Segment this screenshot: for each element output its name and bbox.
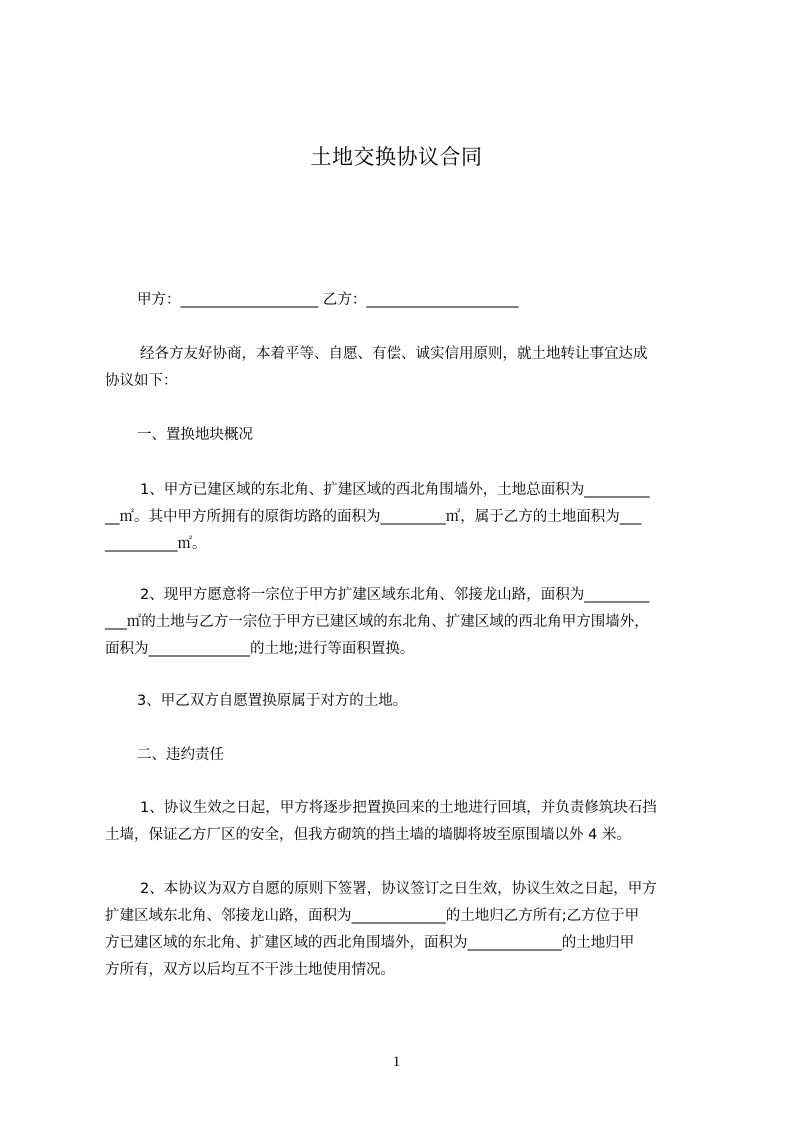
section-1-item-2-line-1: 2、现甲方愿意将一宗位于甲方扩建区域东北角、邻接龙山路，面积为_________ — [140, 587, 650, 603]
section-1-item-3: 3、甲乙双方自愿置换原属于对方的土地。 — [137, 693, 408, 709]
section-1-item-1-line-3: __________㎡。 — [105, 536, 207, 552]
document-title: 土地交换协议合同 — [310, 145, 483, 169]
page-number: 1 — [392, 1054, 401, 1070]
section-2-item-2-line-2: 扩建区域东北角、邻接龙山路，面积为_____________的土地归乙方所有;乙方位于甲 — [105, 908, 640, 924]
section-1-item-1-line-2: __㎡。其中甲方所拥有的原街坊路的面积为_________㎡，属于乙方的土地面积为___ — [105, 509, 642, 525]
section-1-item-2-line-2: ___㎡的土地与乙方一宗位于甲方已建区域的东北角、扩建区域的西北角甲方围墙外， — [105, 614, 649, 630]
section-2-item-2-line-4: 方所有，双方以后均互不干涉土地使用情况。 — [105, 962, 395, 978]
section-2-item-1-line-1: 1、协议生效之日起，甲方将逐步把置换回来的土地进行回填，并负责修筑块石挡 — [140, 800, 657, 816]
section-1-item-2-line-3: 面积为______________的土地;进行等面积置换。 — [105, 641, 415, 657]
section-1-item-1-line-1: 1、甲方已建区域的东北角、扩建区域的西北角围墙外，土地总面积为_________ — [140, 482, 650, 498]
parties-line: 甲方：___________________ 乙方：_____________________ — [137, 292, 519, 308]
intro-line-1: 经各方友好协商，本着平等、自愿、有偿、诚实信用原则，就土地转让事宜达成 — [140, 346, 648, 362]
section-2-item-2-line-3: 方已建区域的东北角、扩建区域的西北角围墙外，面积为_____________的土地归甲 — [105, 935, 635, 951]
intro-line-2: 协议如下： — [105, 373, 178, 389]
section-2-item-2-line-1: 2、本协议为双方自愿的原则下签署，协议签订之日生效，协议生效之日起，甲方 — [140, 881, 657, 897]
section-2-heading: 二、违约责任 — [137, 747, 224, 763]
section-1-heading: 一、置换地块概况 — [137, 427, 253, 443]
section-2-item-1-line-2: 土墙，保证乙方厂区的安全，但我方砌筑的挡土墙的墙脚将坡至原围墙以外 4 米。 — [105, 827, 631, 843]
